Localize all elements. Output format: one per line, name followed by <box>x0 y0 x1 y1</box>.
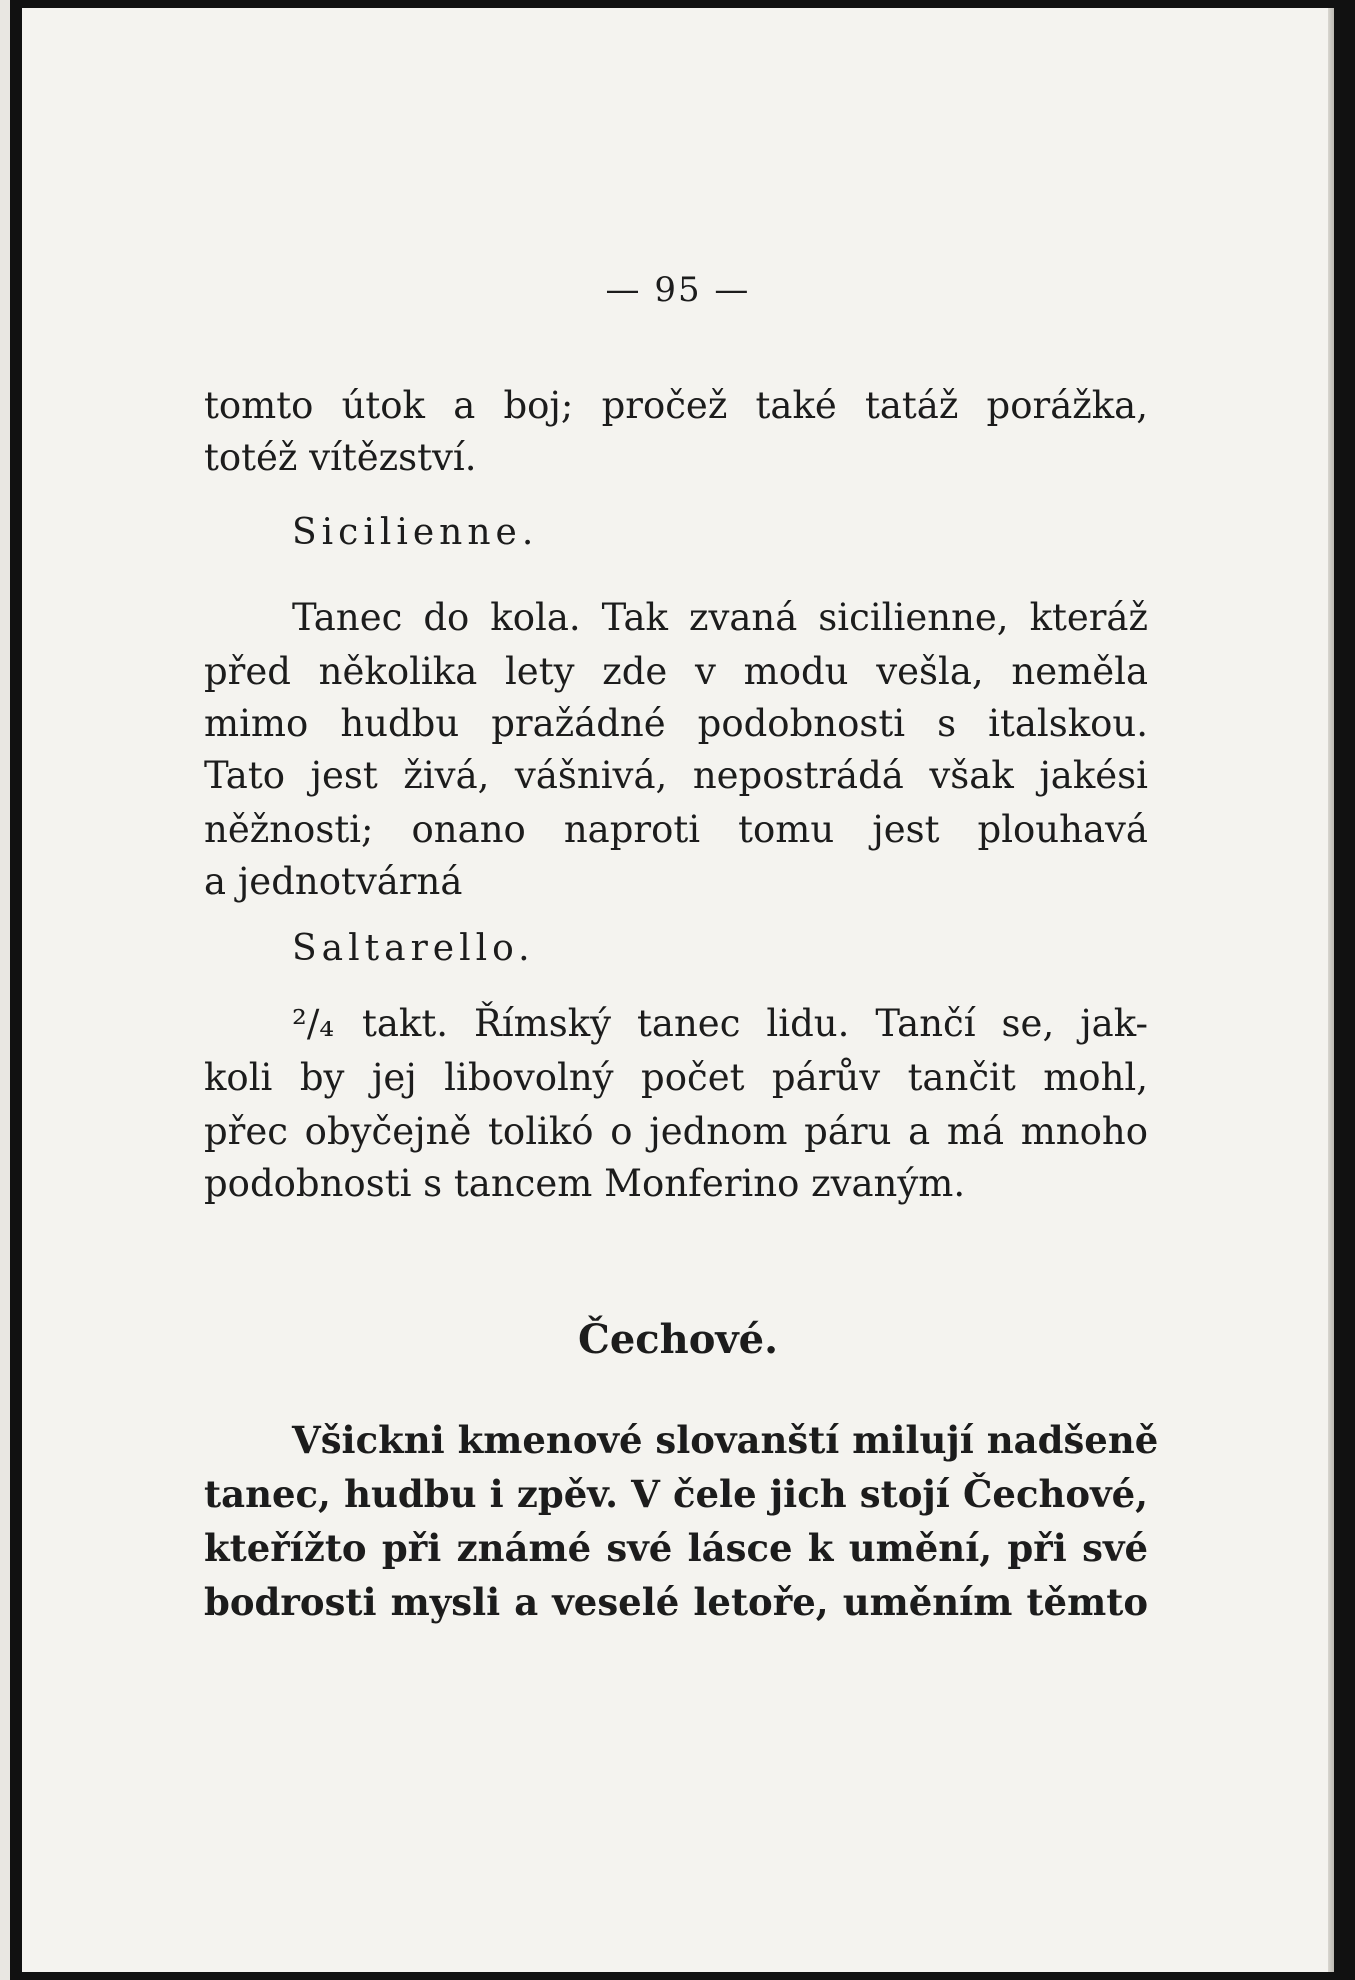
paragraph-line: mimo hudbu pražádné podobnosti s italskou. <box>204 702 1148 745</box>
paragraph-line: a jednotvárná <box>204 860 463 903</box>
paragraph-line: tanec, hudbu i zpěv. V čele jich stojí Čechové, <box>204 1472 1148 1516</box>
page-number: — 95 — <box>605 270 751 310</box>
paragraph-line: bodrosti mysli a veselé letoře, uměním těmto <box>204 1580 1148 1624</box>
paragraph-line: takt. Římský tanec lidu. Tančí se, jak- <box>362 1002 1148 1045</box>
paragraph-line: něžnosti; onano naproti tomu jest plouhavá <box>204 808 1148 851</box>
paragraph-line: podobnosti s tancem Monferino zvaným. <box>204 1162 966 1205</box>
paragraph-line: Všickni kmenové slovanští milují nadšeně <box>292 1418 1159 1462</box>
paragraph-line: Tanec do kola. Tak zvaná sicilienne, kteráž <box>292 596 1148 639</box>
heading-sicilienne: Sicilienne. <box>292 512 539 553</box>
heading-saltarello: Saltarello. <box>292 928 535 969</box>
paragraph-line: totéž vítězství. <box>204 436 477 479</box>
section-title: Čechové. <box>577 1316 779 1363</box>
time-signature: ²/₄ <box>292 1002 335 1045</box>
paragraph-line: přec obyčejně tolikó o jednom páru a má mnoho <box>204 1110 1148 1153</box>
book-page <box>22 8 1334 1972</box>
paragraph-line: koli by jej libovolný počet párův tančit mohl, <box>204 1056 1148 1099</box>
paragraph-line: tomto útok a boj; pročež také tatáž porážka, <box>204 384 1148 427</box>
paragraph-line: před několika lety zde v modu vešla, neměla <box>204 650 1148 693</box>
left-page-edge <box>0 0 10 1980</box>
paragraph-line: kteřížto při známé své lásce k umění, při své <box>204 1526 1148 1570</box>
paragraph-line: Tato jest živá, vášnivá, nepostrádá však jakési <box>204 754 1148 797</box>
